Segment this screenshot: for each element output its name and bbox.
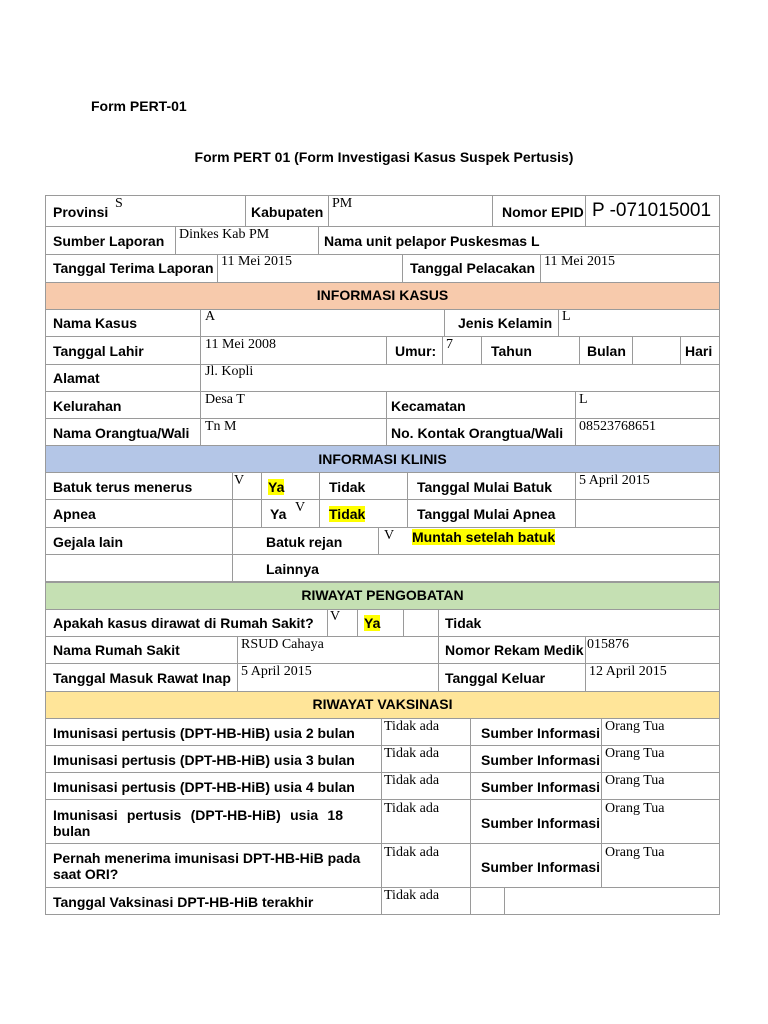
riwayat-vaksinasi-title: RIWAYAT VAKSINASI (312, 696, 453, 712)
alamat-label: Alamat (53, 370, 100, 386)
tanggal-terima-value: 11 Mei 2015 (221, 254, 293, 269)
apnea-tidak: Tidak (329, 506, 366, 522)
nama-orangtua-value: Tn M (205, 419, 237, 434)
informasi-klinis-table (45, 445, 720, 582)
provinsi-value: S (115, 196, 123, 211)
sumber-laporan-label: Sumber Laporan (53, 233, 165, 249)
mulai-apnea-label: Tanggal Mulai Apnea (417, 506, 556, 522)
nama-kasus-value: A (205, 309, 216, 324)
mulai-batuk-label: Tanggal Mulai Batuk (417, 479, 553, 495)
riwayat-pengobatan-title: RIWAYAT PENGOBATAN (301, 587, 464, 603)
batuk-tidak: Tidak (329, 479, 366, 495)
tanggal-keluar-label: Tanggal Keluar (445, 670, 546, 686)
epid-value: P -071015001 (592, 200, 712, 221)
umur-label: Umur: (395, 343, 437, 359)
mulai-batuk-value: 5 April 2015 (579, 473, 650, 488)
rawat-rs-tidak: Tidak (445, 615, 482, 631)
rawat-rs-mark: V (330, 609, 341, 624)
apnea-mark: V (295, 500, 306, 515)
batuk-label: Batuk terus menerus (53, 479, 193, 495)
kabupaten-value: PM (332, 196, 353, 211)
rekam-medik-label: Nomor Rekam Medik (445, 642, 584, 658)
vaksin-row-2-value: Tidak ada (384, 746, 440, 761)
vaksin-row-5-sumber-value: Orang Tua (605, 845, 665, 860)
vaksin-row-1-sumber-label: Sumber Informasi (481, 725, 601, 741)
kelurahan-label: Kelurahan (53, 398, 122, 414)
informasi-klinis-title: INFORMASI KLINIS (318, 451, 447, 467)
tanggal-lahir-label: Tanggal Lahir (53, 343, 144, 359)
kecamatan-label: Kecamatan (391, 398, 466, 414)
unit-pelapor-label: Nama unit pelapor Puskesmas L (324, 233, 540, 249)
vaksin-row-1-sumber-value: Orang Tua (605, 719, 665, 734)
rawat-rs-ya: Ya (364, 615, 381, 631)
sumber-laporan-value: Dinkes Kab PM (179, 227, 270, 242)
vaksin-row-5-label: Pernah menerima imunisasi DPT-HB-HiB pada saat ORI? (53, 850, 361, 882)
apnea-ya: Ya (270, 506, 287, 522)
kontak-orangtua-value: 08523768651 (579, 419, 656, 434)
vaksin-row-3-value: Tidak ada (384, 773, 440, 788)
vaksin-row-4-label: Imunisasi pertusis (DPT-HB-HiB) usia 18 bulan (53, 807, 343, 839)
muntah-label: Muntah setelah batuk (412, 529, 556, 545)
vaksin-row-1-value: Tidak ada (384, 719, 440, 734)
vaksin-row-3-sumber-label: Sumber Informasi (481, 779, 601, 795)
kecamatan-value: L (579, 392, 588, 407)
vaksin-terakhir-value: Tidak ada (384, 888, 440, 903)
apnea-label: Apnea (53, 506, 96, 522)
provinsi-label: Provinsi (53, 204, 109, 220)
vaksin-row-4-sumber-label: Sumber Informasi (481, 815, 601, 831)
form-title: Form PERT 01 (Form Investigasi Kasus Suspek Pertusis) (194, 149, 574, 165)
tanggal-terima-label: Tanggal Terima Laporan (53, 260, 214, 276)
vaksin-row-2-sumber-value: Orang Tua (605, 746, 665, 761)
bulan-label: Bulan (587, 343, 626, 359)
batuk-rejan-label: Batuk rejan (266, 534, 343, 550)
epid-label: Nomor EPID (502, 204, 584, 220)
rawat-rs-label: Apakah kasus dirawat di Rumah Sakit? (53, 615, 314, 631)
tanggal-pelacakan-label: Tanggal Pelacakan (410, 260, 536, 276)
kontak-orangtua-label: No. Kontak Orangtua/Wali (391, 425, 564, 441)
vaksin-row-4-sumber-value: Orang Tua (605, 801, 665, 816)
nama-orangtua-label: Nama Orangtua/Wali (53, 425, 190, 441)
masuk-rawat-value: 5 April 2015 (241, 664, 312, 679)
form-code: Form PERT-01 (91, 98, 187, 114)
vaksin-row-5-sumber-label: Sumber Informasi (481, 859, 601, 875)
gejala-lain-label: Gejala lain (53, 534, 124, 550)
kelurahan-value: Desa T (205, 392, 245, 407)
vaksin-row-3-sumber-value: Orang Tua (605, 773, 665, 788)
vaksin-row-4-value: Tidak ada (384, 801, 440, 816)
lainnya-label: Lainnya (266, 561, 319, 577)
vaksin-terakhir-label: Tanggal Vaksinasi DPT-HB-HiB terakhir (53, 894, 314, 910)
informasi-kasus-title: INFORMASI KASUS (316, 287, 449, 303)
tanggal-pelacakan-value: 11 Mei 2015 (544, 254, 616, 269)
masuk-rawat-label: Tanggal Masuk Rawat Inap (53, 670, 231, 686)
umur-value: 7 (446, 337, 453, 352)
vaksin-row-2-sumber-label: Sumber Informasi (481, 752, 601, 768)
jenis-kelamin-label: Jenis Kelamin (458, 315, 553, 331)
nama-rs-value: RSUD Cahaya (241, 637, 324, 652)
vaksin-row-1-label: Imunisasi pertusis (DPT-HB-HiB) usia 2 bulan (53, 725, 355, 741)
alamat-value: Jl. Kopli (205, 364, 254, 379)
vaksin-row-2-label: Imunisasi pertusis (DPT-HB-HiB) usia 3 bulan (53, 752, 355, 768)
vaksin-row-5-value: Tidak ada (384, 845, 440, 860)
tahun-label: Tahun (491, 343, 532, 359)
tanggal-lahir-value: 11 Mei 2008 (205, 337, 277, 352)
tanggal-keluar-value: 12 April 2015 (589, 664, 667, 679)
batuk-mark: V (234, 473, 245, 488)
rekam-medik-value: 015876 (587, 637, 629, 652)
hari-label: Hari (685, 343, 713, 359)
gejala-mark: V (384, 528, 395, 543)
batuk-ya: Ya (268, 479, 285, 495)
vaksin-row-3-label: Imunisasi pertusis (DPT-HB-HiB) usia 4 bulan (53, 779, 355, 795)
kabupaten-label: Kabupaten (251, 204, 324, 220)
nama-kasus-label: Nama Kasus (53, 315, 138, 331)
jenis-kelamin-value: L (562, 309, 571, 324)
nama-rs-label: Nama Rumah Sakit (53, 642, 180, 658)
